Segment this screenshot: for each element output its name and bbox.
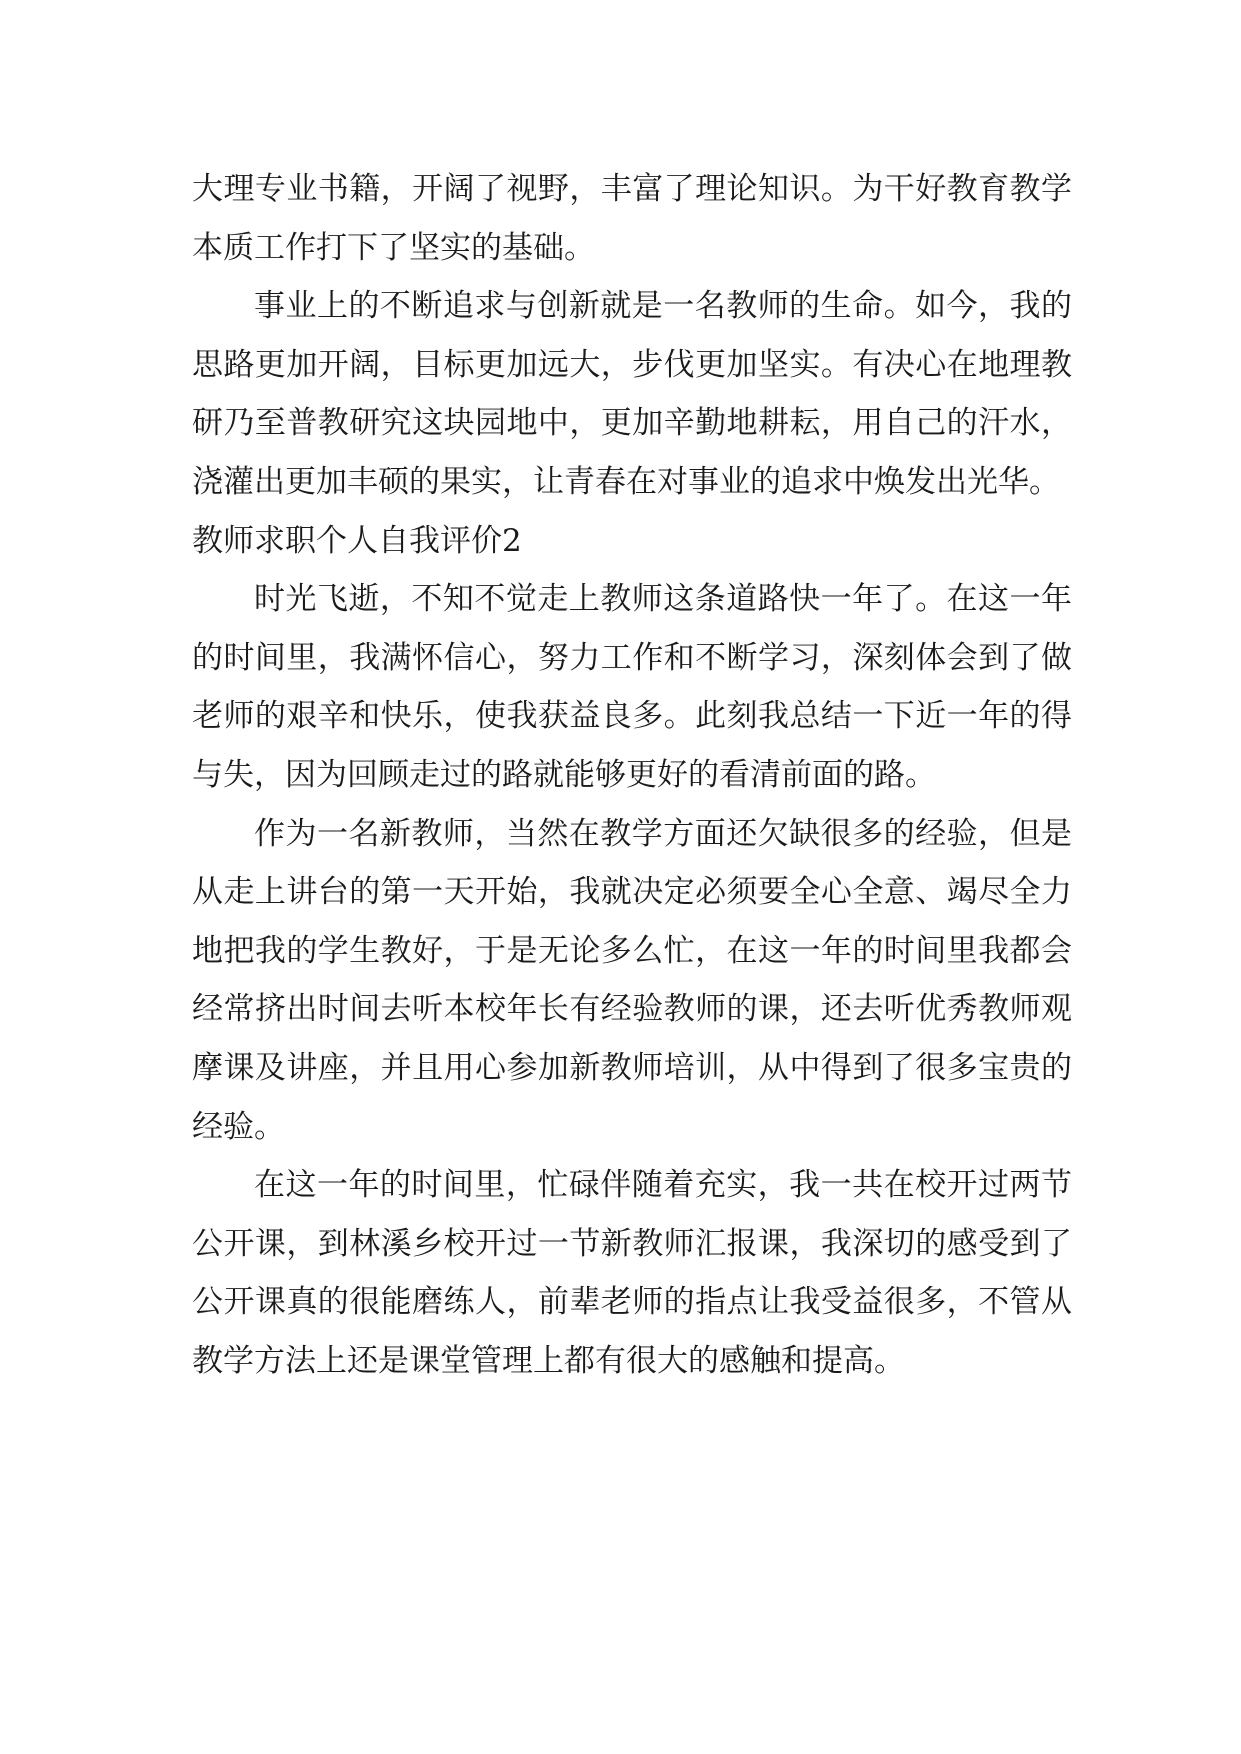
paragraph-time-flies: 时光飞逝，不知不觉走上教师这条道路快一年了。在这一年的时间里，我满怀信心，努力工作和不断学习，深刻体会到了做老师的艰辛和快乐，使我获益良多。此刻我总结一下近一年的得与失，因为回顾走过的路就能够更好的看清前面的路。 bbox=[192, 581, 1072, 793]
paragraph-open-classes: 在这一年的时间里，忙碌伴随着充实，我一共在校开过两节公开课，到林溪乡校开过一节新教师汇报课，我深切的感受到了公开课真的很能磨练人，前辈老师的指点让我受益很多，不管从教学方法上还是课堂管理上都有很大的感触和提高。 bbox=[192, 1167, 1072, 1379]
document-body bbox=[192, 160, 1072, 1390]
paragraph-career-pursuit: 事业上的不断追求与创新就是一名教师的生命。如今，我的思路更加开阔，目标更加远大，步伐更加坚实。有决心在地理教研乃至普教研究这块园地中，更加辛勤地耕耘，用自己的汗水，浇灌出更加丰硕的果实，让青春在对事业的追求中焕发出光华。 bbox=[192, 288, 1072, 500]
section-heading: 教师求职个人自我评价2 bbox=[192, 522, 522, 559]
paragraph-new-teacher: 作为一名新教师，当然在教学方面还欠缺很多的经验，但是从走上讲台的第一天开始，我就决定必须要全心全意、竭尽全力地把我的学生教好，于是无论多么忙，在这一年的时间里我都会经常挤出时间去听本校年长有经验教师的课，还去听优秀教师观摩课及讲座，并且用心参加新教师培训，从中得到了很多宝贵的经验。 bbox=[192, 815, 1072, 1145]
paragraph-continued: 大理专业书籍，开阔了视野，丰富了理论知识。为干好教育教学本质工作打下了坚实的基础。 bbox=[192, 171, 1072, 266]
